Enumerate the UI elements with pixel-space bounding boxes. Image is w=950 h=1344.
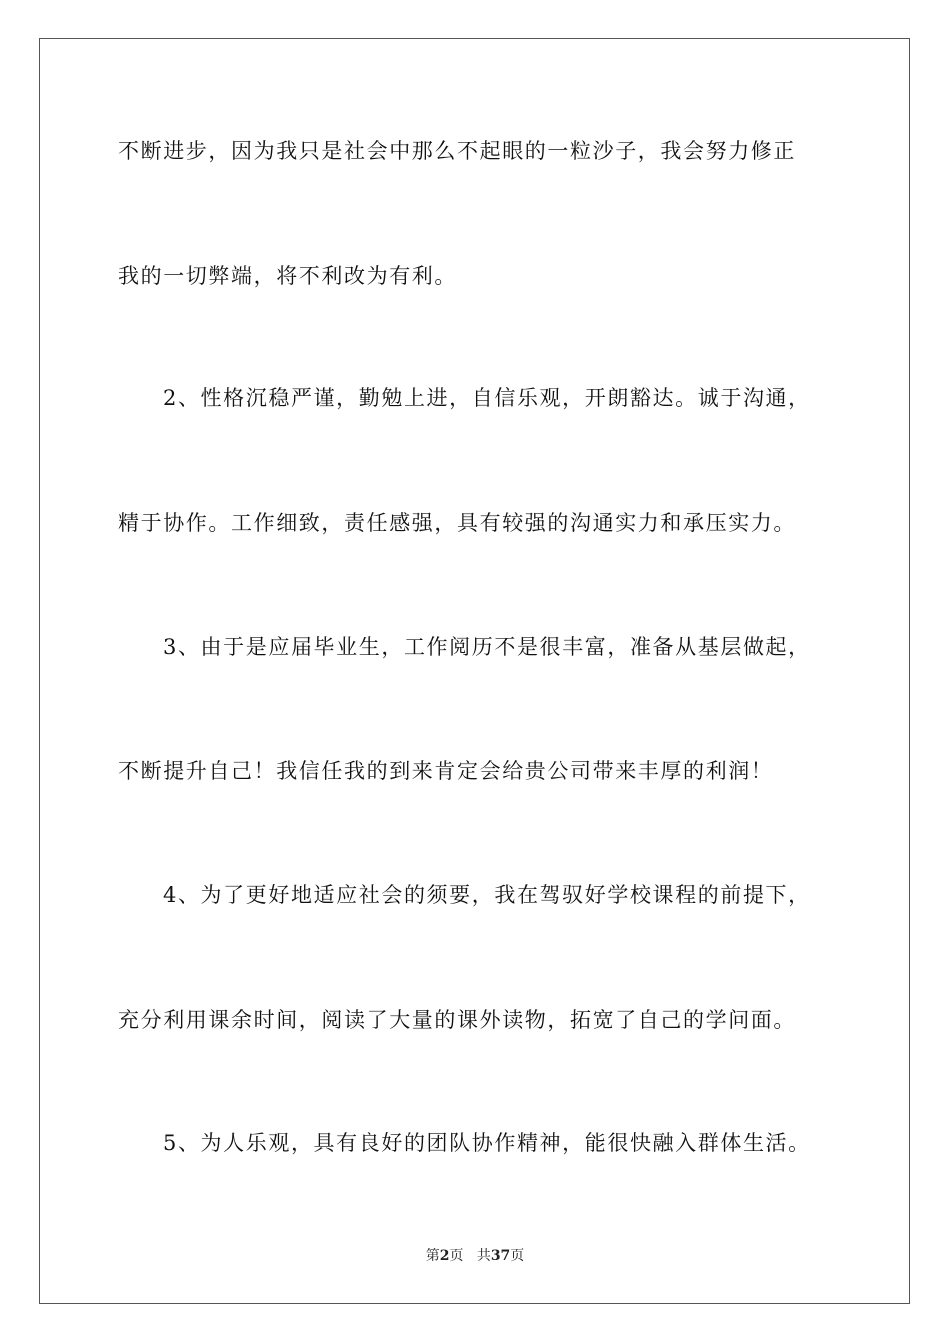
body-line-7: 4、为了更好地适应社会的须要，我在驾驭好学校课程的前提下， [163, 883, 811, 907]
page-footer [0, 1247, 950, 1265]
footer-total-suffix: 页 [510, 1248, 525, 1264]
body-line-3: 2、性格沉稳严谨，勤勉上进，自信乐观，开朗豁达。诚于沟通， [163, 386, 811, 410]
body-line-6: 不断提升自己！我信任我的到来肯定会给贵公司带来丰厚的利润！ [118, 759, 774, 783]
body-line-5: 3、由于是应届毕业生，工作阅历不是很丰富，准备从基层做起， [163, 635, 811, 659]
body-line-1: 不断进步，因为我只是社会中那么不起眼的一粒沙子，我会努力修正 [118, 139, 796, 163]
footer-page-number: 2 [439, 1248, 450, 1264]
body-line-2: 我的一切弊端，将不利改为有利。 [118, 264, 457, 288]
footer-total-pages: 37 [490, 1248, 511, 1264]
footer-page-suffix: 页 [449, 1248, 464, 1264]
body-line-9: 5、为人乐观，具有良好的团队协作精神，能很快融入群体生活。 [163, 1131, 811, 1155]
body-line-4: 精于协作。工作细致，责任感强，具有较强的沟通实力和承压实力。 [118, 511, 796, 535]
body-line-8: 充分利用课余时间，阅读了大量的课外读物，拓宽了自己的学问面。 [118, 1008, 796, 1032]
footer-page-prefix: 第 [425, 1248, 440, 1264]
footer-total-prefix: 共 [476, 1248, 491, 1264]
page-border [39, 38, 910, 1304]
